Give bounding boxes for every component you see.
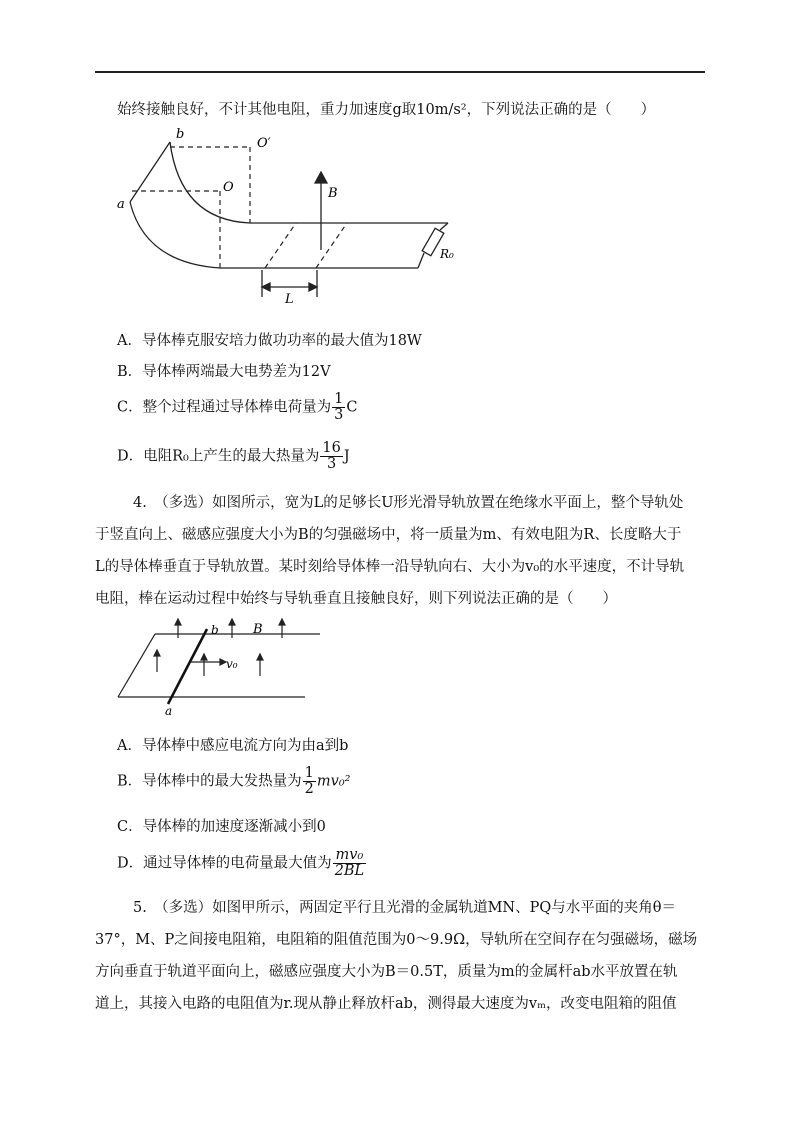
q3-label-b: b [176,127,185,142]
header-rule [95,71,705,73]
q4-option-b: B．导体棒中的最大发热量为 $\frac{1}{2}$ mv₀² [117,765,351,798]
q4-label-v0: v₀ [226,657,238,671]
q3-option-c-fraction: $\frac{1}{3}$ [334,391,344,424]
q5-line-3: 方向垂直于轨道平面向上，磁感应强度大小为B＝0.5T，质量为m的金属杆ab水平放置在轨 [95,964,678,980]
q3-option-d-fraction: $\frac{16}{3}$ [322,440,341,473]
q4-rod [168,629,207,704]
q4-label-B: B [253,622,263,637]
q4-line-3: L的导体棒垂直于导轨放置。某时刻给导体棒一沿导轨向右、大小为v₀的水平速度，不计导轨 [95,559,685,575]
q5-line-1: 5. （多选）如图甲所示，两固定平行且光滑的金属轨道MN、PQ与水平面的夹角θ＝ [133,900,676,916]
q3-label-o: O [223,180,234,195]
q3-figure [110,125,470,305]
q4-line-4: 电阻，棒在运动过程中始终与导轨垂直且接触良好，则下列说法正确的是（ ） [95,591,617,607]
q5-line-2: 37°，M、P之间接电阻箱，电阻箱的阻值范围为0～9.9Ω，导轨所在空间存在匀强磁场，磁场 [95,932,698,948]
q3-intro-line: 始终接触良好，不计其他电阻，重力加速度g取10m/s²，下列说法正确的是（ ） [117,102,656,118]
q4-option-a: A．导体棒中感应电流方向为由a到b [117,738,349,754]
q3-label-a: a [117,197,125,212]
q3-label-R0: R₀ [440,247,454,261]
q4-option-d-fraction: $\frac{\text{mv₀}}{2BL}$ [334,847,365,880]
q3-option-c: C．整个过程通过导体棒电荷量为 $\frac{1}{3}$ C [117,391,358,424]
q3-option-b: B．导体棒两端最大电势差为12V [117,364,331,380]
q4-option-c: C．导体棒的加速度逐渐减小到0 [117,819,326,835]
q3-upper-arc [170,142,250,223]
q5-line-4: 道上，其接入电路的电阻值为r.现从静止释放杆ab，测得最大速度为vₘ，改变电阻箱的阻值 [95,996,677,1012]
q4-option-b-fraction: $\frac{1}{2}$ [304,765,314,798]
q3-option-d: D．电阻R₀上产生的最大热量为 $\frac{16}{3}$ J [117,440,350,473]
q4-left-rail [118,634,155,697]
q4-figure [110,616,330,716]
q4-line-2: 于竖直向上、磁感应强度大小为B的匀强磁场中，将一质量为m、有效电阻为R、长度略大于 [95,527,682,543]
q4-option-d: D．通过导体棒的电荷量最大值为 $\frac{\text{mv₀}}{2BL}$ [117,847,365,880]
q3-option-a: A．导体棒克服安培力做功功率的最大值为18W [117,333,422,349]
q3-label-B: B [328,186,338,201]
q4-line-1: 4. （多选）如图所示，宽为L的足够长U形光滑导轨放置在绝缘水平面上，整个导轨处 [133,495,684,511]
q4-label-a: a [165,704,173,716]
q3-label-L: L [285,292,294,305]
q4-label-b: b [211,623,219,637]
q3-lower-arc [130,202,220,268]
q3-dash-region-left [265,223,296,268]
q3-rod-ab [130,142,170,202]
q3-label-oprime: O′ [257,136,271,151]
